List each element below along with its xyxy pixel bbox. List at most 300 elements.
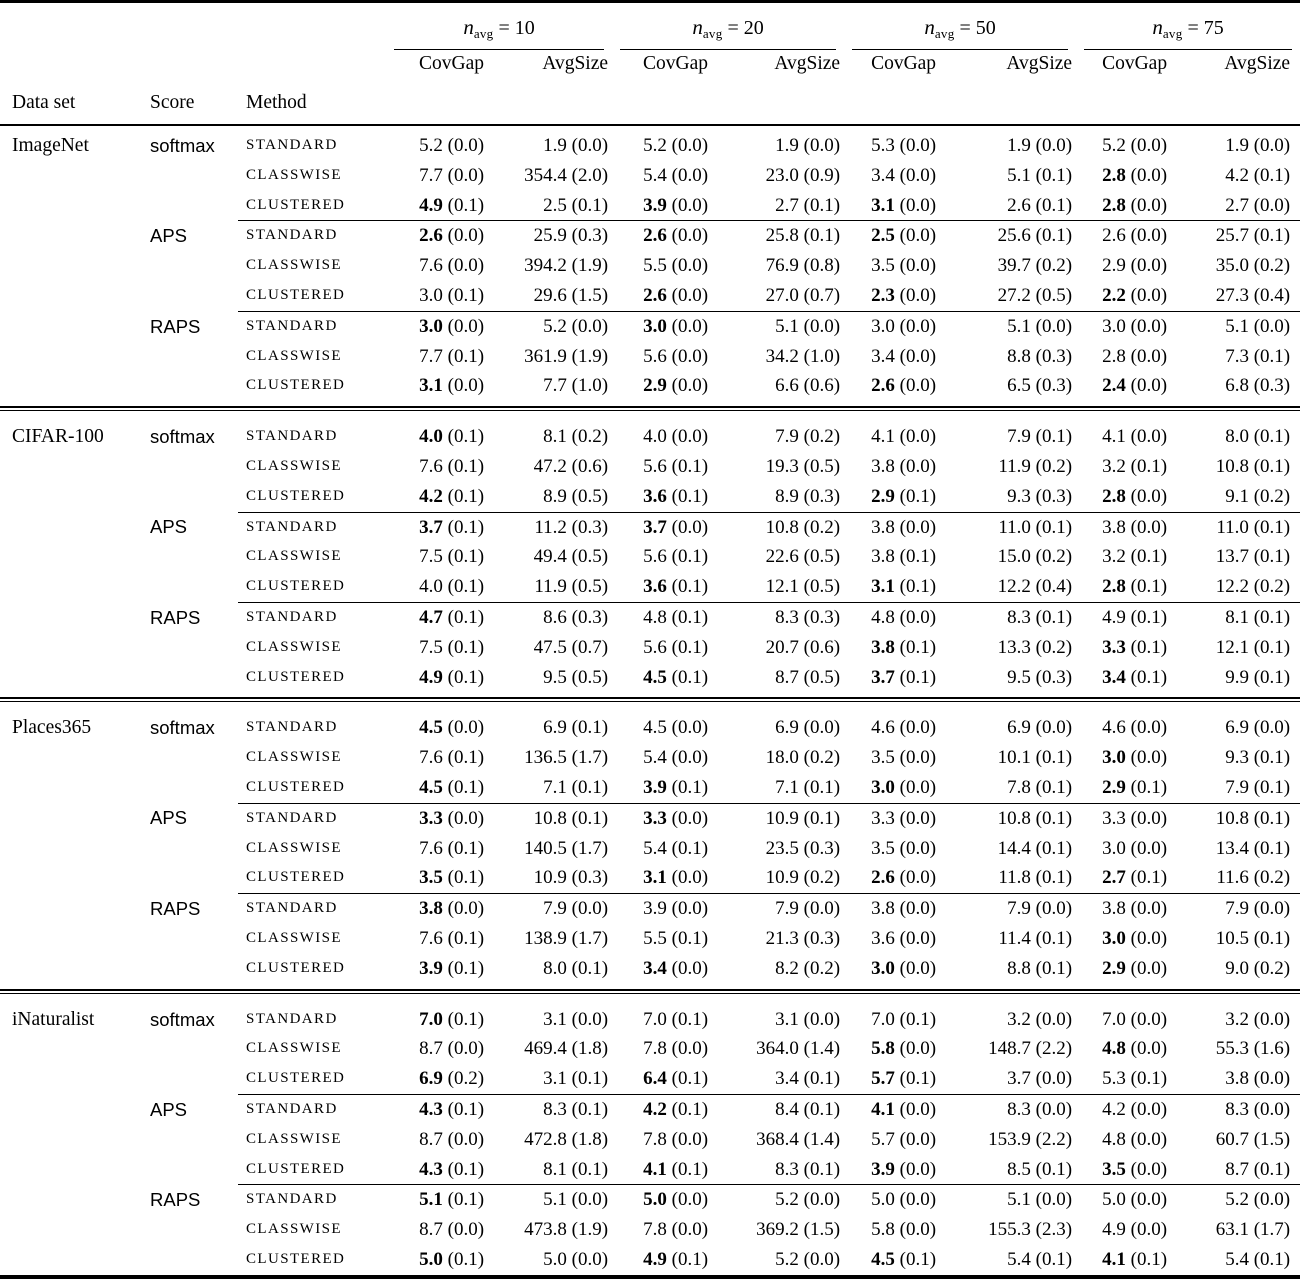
mean-value: 7.9 <box>1225 898 1249 920</box>
avgsize-cell <box>1171 281 1300 311</box>
mean-value: 9.1 <box>1225 485 1249 507</box>
mean-value: 3.5 <box>871 837 895 859</box>
mean-value: 3.8 <box>871 898 895 920</box>
score-cell <box>140 1125 238 1155</box>
stderr-value: (0.1) <box>798 1158 841 1180</box>
stderr-value: (0.0) <box>1125 1219 1168 1241</box>
mean-value: 3.4 <box>871 345 895 367</box>
covgap-cell <box>612 371 712 401</box>
avgsize-cell <box>1171 1094 1300 1124</box>
mean-value: 23.5 <box>765 837 799 859</box>
mean-value: 9.0 <box>1225 957 1249 979</box>
covgap-cell <box>844 954 940 984</box>
stderr-value: (0.1) <box>1030 426 1073 448</box>
covgap-cell <box>386 251 488 281</box>
covgap-cell <box>386 125 488 161</box>
covgap-cell <box>386 417 488 452</box>
mean-value: 2.6 <box>419 225 443 247</box>
stderr-value: (0.5) <box>566 485 609 507</box>
mean-value: 3.0 <box>1102 747 1126 769</box>
avgsize-cell <box>712 863 844 893</box>
stderr-value: (0.0) <box>1125 426 1168 448</box>
stderr-value: (0.1) <box>1248 636 1291 658</box>
stderr-value: (0.0) <box>666 898 709 920</box>
covgap-cell <box>386 452 488 482</box>
stderr-value: (0.1) <box>442 747 485 769</box>
covgap-cell <box>844 542 940 572</box>
avgsize-cell <box>488 542 612 572</box>
mean-value: 19.3 <box>765 455 799 477</box>
avgsize-cell <box>1171 191 1300 221</box>
method-cell: CLUSTERED <box>246 869 346 886</box>
avgsize-cell <box>1171 633 1300 663</box>
stderr-value: (0.3) <box>1030 666 1073 688</box>
score-cell: APS <box>150 807 188 829</box>
covgap-cell <box>386 342 488 372</box>
mean-value: 3.7 <box>643 516 667 538</box>
stderr-value: (1.5) <box>798 1219 841 1241</box>
mean-value: 4.8 <box>871 606 895 628</box>
mean-value: 2.3 <box>871 284 895 306</box>
score-cell: softmax <box>150 135 215 156</box>
avgsize-cell <box>488 863 612 893</box>
stderr-value: (0.0) <box>442 375 485 397</box>
stderr-value: (0.0) <box>798 1008 841 1030</box>
mean-value: 4.6 <box>1102 717 1126 739</box>
table-row <box>0 602 1300 632</box>
avgsize-cell <box>488 281 612 311</box>
mean-value: 55.3 <box>1215 1038 1249 1060</box>
mean-value: 3.1 <box>643 867 667 889</box>
covgap-cell <box>386 482 488 512</box>
stderr-value: (2.2) <box>1030 1038 1073 1060</box>
mean-value: 5.0 <box>419 1248 443 1270</box>
mean-value: 29.6 <box>533 284 567 306</box>
covgap-cell <box>1076 954 1171 984</box>
mean-value: 4.0 <box>419 426 443 448</box>
mean-value: 14.4 <box>997 837 1031 859</box>
dataset-cell <box>0 863 140 893</box>
mean-value: 8.8 <box>1007 957 1031 979</box>
mean-value: 7.8 <box>643 1128 667 1150</box>
stderr-value: (0.2) <box>798 957 841 979</box>
avgsize-cell <box>712 743 844 773</box>
avgsize-cell <box>1171 1125 1300 1155</box>
table-row <box>0 281 1300 311</box>
avgsize-cell <box>488 251 612 281</box>
avgsize-cell <box>488 482 612 512</box>
stderr-value: (0.0) <box>1248 135 1291 156</box>
mean-value: 4.8 <box>1102 1128 1126 1150</box>
stderr-value: (0.0) <box>442 717 485 739</box>
method-cell: CLUSTERED <box>246 959 346 976</box>
mean-value: 3.8 <box>419 898 443 920</box>
stderr-value: (0.1) <box>666 927 709 949</box>
score-cell <box>140 663 238 693</box>
mean-value: 4.3 <box>419 1098 443 1120</box>
score-cell: APS <box>150 1098 188 1120</box>
mean-value: 3.5 <box>1102 1158 1126 1180</box>
mean-value: 3.1 <box>775 1008 799 1030</box>
stderr-value: (0.5) <box>566 576 609 598</box>
mean-value: 4.1 <box>1102 426 1126 448</box>
covgap-cell <box>386 371 488 401</box>
table-row <box>0 834 1300 864</box>
covgap-cell <box>844 773 940 803</box>
avgsize-cell <box>488 221 612 251</box>
mean-value: 6.8 <box>1225 375 1249 397</box>
covgap-cell <box>844 1094 940 1124</box>
stderr-value: (0.0) <box>1125 1189 1168 1211</box>
stderr-value: (0.1) <box>566 717 609 739</box>
method-cell: CLASSWISE <box>246 1221 342 1238</box>
group-header-navg-50 <box>844 2 1076 52</box>
mean-value: 27.3 <box>1215 284 1249 306</box>
covgap-cell <box>844 602 940 632</box>
separator-line-thick <box>0 406 1300 408</box>
dataset-cell: CIFAR-100 <box>12 426 104 448</box>
mean-value: 8.4 <box>775 1098 799 1120</box>
stderr-value: (0.1) <box>566 776 609 798</box>
stderr-value: (0.0) <box>666 747 709 769</box>
stderr-value: (0.0) <box>1248 1008 1291 1030</box>
mean-value: 7.6 <box>419 255 443 277</box>
covgap-cell <box>612 708 712 743</box>
section-separator-rule <box>0 401 1300 417</box>
mean-value: 2.8 <box>1102 194 1126 216</box>
mean-value: 7.8 <box>643 1219 667 1241</box>
avgsize-cell <box>712 602 844 632</box>
method-cell: CLASSWISE <box>246 1130 342 1147</box>
covgap-cell <box>1076 1215 1171 1245</box>
avgsize-cell <box>712 417 844 452</box>
group-header-navg-20 <box>612 2 844 52</box>
mean-value: 6.4 <box>643 1068 667 1090</box>
covgap-cell <box>1076 251 1171 281</box>
mean-value: 2.7 <box>775 194 799 216</box>
covgap-cell <box>612 311 712 341</box>
covgap-cell <box>844 1185 940 1215</box>
mean-value: 8.3 <box>775 1158 799 1180</box>
stderr-value: (0.0) <box>894 164 937 186</box>
covgap-cell <box>1076 191 1171 221</box>
stderr-value: (0.1) <box>798 225 841 247</box>
mean-value: 8.0 <box>1225 426 1249 448</box>
dataset-cell <box>0 743 140 773</box>
stderr-value: (0.0) <box>798 135 841 156</box>
method-cell: CLUSTERED <box>246 778 346 795</box>
navg-10-label <box>394 15 604 50</box>
dataset-cell <box>0 1125 140 1155</box>
stderr-value: (0.1) <box>566 807 609 829</box>
stderr-value: (0.1) <box>442 426 485 448</box>
mean-value: 15.0 <box>997 546 1031 568</box>
stderr-value: (0.0) <box>1125 837 1168 859</box>
covgap-cell <box>1076 1155 1171 1185</box>
avgsize-cell <box>488 894 612 924</box>
covgap-cell <box>1076 894 1171 924</box>
stderr-value: (0.0) <box>442 315 485 337</box>
avgsize-cell <box>712 191 844 221</box>
stderr-value: (0.1) <box>1248 516 1291 538</box>
mean-value: 3.0 <box>871 957 895 979</box>
mean-value: 5.2 <box>1102 135 1126 156</box>
stderr-value: (0.0) <box>666 717 709 739</box>
avgsize-cell <box>1171 417 1300 452</box>
mean-value: 60.7 <box>1215 1128 1249 1150</box>
mean-value: 9.3 <box>1225 747 1249 769</box>
avgsize-cell <box>940 1034 1076 1064</box>
mean-value: 2.9 <box>871 485 895 507</box>
separator-line-thick <box>0 989 1300 991</box>
method-cell: CLUSTERED <box>246 1250 346 1267</box>
avgsize-cell <box>488 1125 612 1155</box>
mean-value: 10.8 <box>533 807 567 829</box>
avgsize-column-header: AvgSize <box>940 51 1076 125</box>
table-row <box>0 1034 1300 1064</box>
stderr-value: (0.3) <box>566 867 609 889</box>
dataset-cell <box>0 281 140 311</box>
stderr-value: (0.0) <box>798 717 841 739</box>
avgsize-cell <box>940 803 1076 833</box>
stderr-value: (0.2) <box>1248 867 1291 889</box>
stderr-value: (0.0) <box>442 255 485 277</box>
score-cell <box>140 281 238 311</box>
stderr-value: (0.0) <box>666 345 709 367</box>
mean-value: 10.8 <box>1215 807 1249 829</box>
avgsize-cell <box>488 1094 612 1124</box>
mean-value: 4.6 <box>871 717 895 739</box>
math-n: n <box>463 15 474 39</box>
mean-value: 5.4 <box>643 837 667 859</box>
mean-value: 2.9 <box>643 375 667 397</box>
score-cell <box>140 954 238 984</box>
covgap-cell <box>1076 803 1171 833</box>
covgap-cell <box>844 1064 940 1094</box>
dataset-cell <box>0 1064 140 1094</box>
covgap-cell <box>1076 1185 1171 1215</box>
mean-value: 11.2 <box>534 516 567 538</box>
covgap-cell <box>844 894 940 924</box>
math-sub-avg: avg <box>473 26 494 41</box>
mean-value: 3.6 <box>643 576 667 598</box>
covgap-cell <box>386 311 488 341</box>
mean-value: 3.8 <box>871 516 895 538</box>
stderr-value: (0.0) <box>442 225 485 247</box>
avgsize-cell <box>940 1245 1076 1277</box>
mean-value: 23.0 <box>765 164 799 186</box>
mean-value: 3.0 <box>871 315 895 337</box>
stderr-value: (0.1) <box>566 1158 609 1180</box>
dataset-cell <box>0 1034 140 1064</box>
avgsize-cell <box>712 1064 844 1094</box>
mean-value: 2.2 <box>1102 284 1126 306</box>
covgap-cell <box>612 602 712 632</box>
stderr-value: (0.1) <box>1125 666 1168 688</box>
stderr-value: (0.0) <box>1030 898 1073 920</box>
table-row <box>0 371 1300 401</box>
mean-value: 21.3 <box>765 927 799 949</box>
stderr-value: (0.0) <box>894 717 937 739</box>
math-n: n <box>692 15 703 39</box>
avgsize-cell <box>1171 161 1300 191</box>
covgap-cell <box>386 663 488 693</box>
covgap-cell <box>386 191 488 221</box>
stderr-value: (0.0) <box>1030 1068 1073 1090</box>
avgsize-cell <box>940 834 1076 864</box>
mean-value: 4.5 <box>643 666 667 688</box>
covgap-cell <box>386 924 488 954</box>
covgap-cell <box>1076 125 1171 161</box>
stderr-value: (0.0) <box>894 135 937 156</box>
avgsize-cell <box>1171 371 1300 401</box>
stderr-value: (0.0) <box>442 1219 485 1241</box>
covgap-cell <box>1076 663 1171 693</box>
method-cell: CLASSWISE <box>246 749 342 766</box>
stderr-value: (0.7) <box>798 284 841 306</box>
method-cell: STANDARD <box>238 311 386 341</box>
avgsize-cell <box>940 954 1076 984</box>
method-cell: CLASSWISE <box>246 457 342 474</box>
mean-value: 5.2 <box>775 1189 799 1211</box>
covgap-cell <box>844 1155 940 1185</box>
stderr-value: (0.0) <box>894 898 937 920</box>
mean-value: 6.6 <box>775 375 799 397</box>
covgap-cell <box>386 834 488 864</box>
stderr-value: (0.1) <box>1030 867 1073 889</box>
score-cell <box>140 773 238 803</box>
stderr-value: (0.2) <box>1248 957 1291 979</box>
stderr-value: (1.0) <box>566 375 609 397</box>
mean-value: 6.9 <box>775 717 799 739</box>
group-header-spacer <box>0 2 386 52</box>
separator-line-thin <box>0 701 1300 702</box>
covgap-cell <box>612 281 712 311</box>
covgap-cell <box>386 602 488 632</box>
mean-value: 5.1 <box>775 315 799 337</box>
stderr-value: (0.0) <box>1248 315 1291 337</box>
mean-value: 7.6 <box>419 927 443 949</box>
stderr-value: (0.1) <box>798 807 841 829</box>
mean-value: 10.9 <box>765 807 799 829</box>
mean-value: 2.6 <box>643 284 667 306</box>
covgap-cell <box>1076 633 1171 663</box>
avgsize-cell <box>1171 221 1300 251</box>
stderr-value: (0.0) <box>666 957 709 979</box>
mean-value: 5.1 <box>1007 315 1031 337</box>
stderr-value: (1.7) <box>1248 1219 1291 1241</box>
stderr-value: (0.0) <box>666 194 709 216</box>
mean-value: 7.3 <box>1225 345 1249 367</box>
mean-value: 7.1 <box>775 776 799 798</box>
covgap-cell <box>612 161 712 191</box>
mean-value: 2.6 <box>1007 194 1031 216</box>
covgap-cell <box>844 1215 940 1245</box>
stderr-value: (0.2) <box>566 426 609 448</box>
stderr-value: (1.8) <box>566 1038 609 1060</box>
stderr-value: (0.1) <box>798 194 841 216</box>
covgap-cell <box>612 342 712 372</box>
mean-value: 7.9 <box>1225 776 1249 798</box>
table-row <box>0 1245 1300 1277</box>
stderr-value: (0.0) <box>894 807 937 829</box>
mean-value: 4.9 <box>1102 606 1126 628</box>
covgap-column-header: CovGap <box>1076 51 1171 125</box>
covgap-cell <box>1076 924 1171 954</box>
mean-value: 10.8 <box>1215 455 1249 477</box>
avgsize-cell <box>488 572 612 602</box>
avgsize-cell <box>1171 542 1300 572</box>
method-cell: CLASSWISE <box>246 347 342 364</box>
avgsize-cell <box>712 311 844 341</box>
covgap-cell <box>1076 708 1171 743</box>
covgap-cell <box>844 191 940 221</box>
stderr-value: (0.1) <box>1248 807 1291 829</box>
navg-75-value: = 75 <box>1182 17 1224 39</box>
mean-value: 4.2 <box>419 485 443 507</box>
dataset-cell <box>0 1245 140 1277</box>
mean-value: 5.6 <box>643 345 667 367</box>
covgap-cell <box>844 221 940 251</box>
covgap-cell <box>1076 482 1171 512</box>
mean-value: 10.5 <box>1215 927 1249 949</box>
dataset-cell <box>0 452 140 482</box>
table-row <box>0 1185 1300 1215</box>
stderr-value: (0.2) <box>798 747 841 769</box>
mean-value: 5.2 <box>643 135 667 156</box>
method-cell: STANDARD <box>238 602 386 632</box>
avgsize-cell <box>488 342 612 372</box>
stderr-value: (0.0) <box>1248 898 1291 920</box>
avgsize-cell <box>712 1034 844 1064</box>
mean-value: 136.5 <box>524 747 567 769</box>
mean-value: 5.4 <box>1225 1248 1249 1270</box>
stderr-value: (0.1) <box>442 1248 485 1270</box>
mean-value: 1.9 <box>1225 135 1249 156</box>
mean-value: 2.5 <box>543 194 567 216</box>
mean-value: 11.4 <box>998 927 1031 949</box>
dataset-cell <box>0 221 140 251</box>
mean-value: 6.9 <box>1007 717 1031 739</box>
table-row <box>0 1000 1300 1035</box>
navg-20-value: = 20 <box>722 17 764 39</box>
mean-value: 368.4 <box>756 1128 799 1150</box>
stderr-value: (0.1) <box>442 606 485 628</box>
stderr-value: (0.5) <box>566 666 609 688</box>
avgsize-cell <box>940 221 1076 251</box>
stderr-value: (0.0) <box>894 1189 937 1211</box>
mean-value: 18.0 <box>765 747 799 769</box>
stderr-value: (0.0) <box>1125 1038 1168 1060</box>
avgsize-cell <box>940 1185 1076 1215</box>
covgap-cell <box>844 1034 940 1064</box>
table-row <box>0 512 1300 542</box>
stderr-value: (0.0) <box>442 1038 485 1060</box>
covgap-column-header: CovGap <box>844 51 940 125</box>
dataset-cell <box>0 663 140 693</box>
stderr-value: (0.1) <box>666 546 709 568</box>
score-cell: APS <box>150 225 188 247</box>
mean-value: 8.8 <box>1007 345 1031 367</box>
stderr-value: (0.0) <box>1125 315 1168 337</box>
avgsize-cell <box>940 1155 1076 1185</box>
mean-value: 2.7 <box>1102 867 1126 889</box>
stderr-value: (0.0) <box>894 315 937 337</box>
covgap-cell <box>612 1155 712 1185</box>
stderr-value: (0.5) <box>1030 284 1073 306</box>
stderr-value: (0.1) <box>1248 747 1291 769</box>
method-cell: STANDARD <box>238 1094 386 1124</box>
